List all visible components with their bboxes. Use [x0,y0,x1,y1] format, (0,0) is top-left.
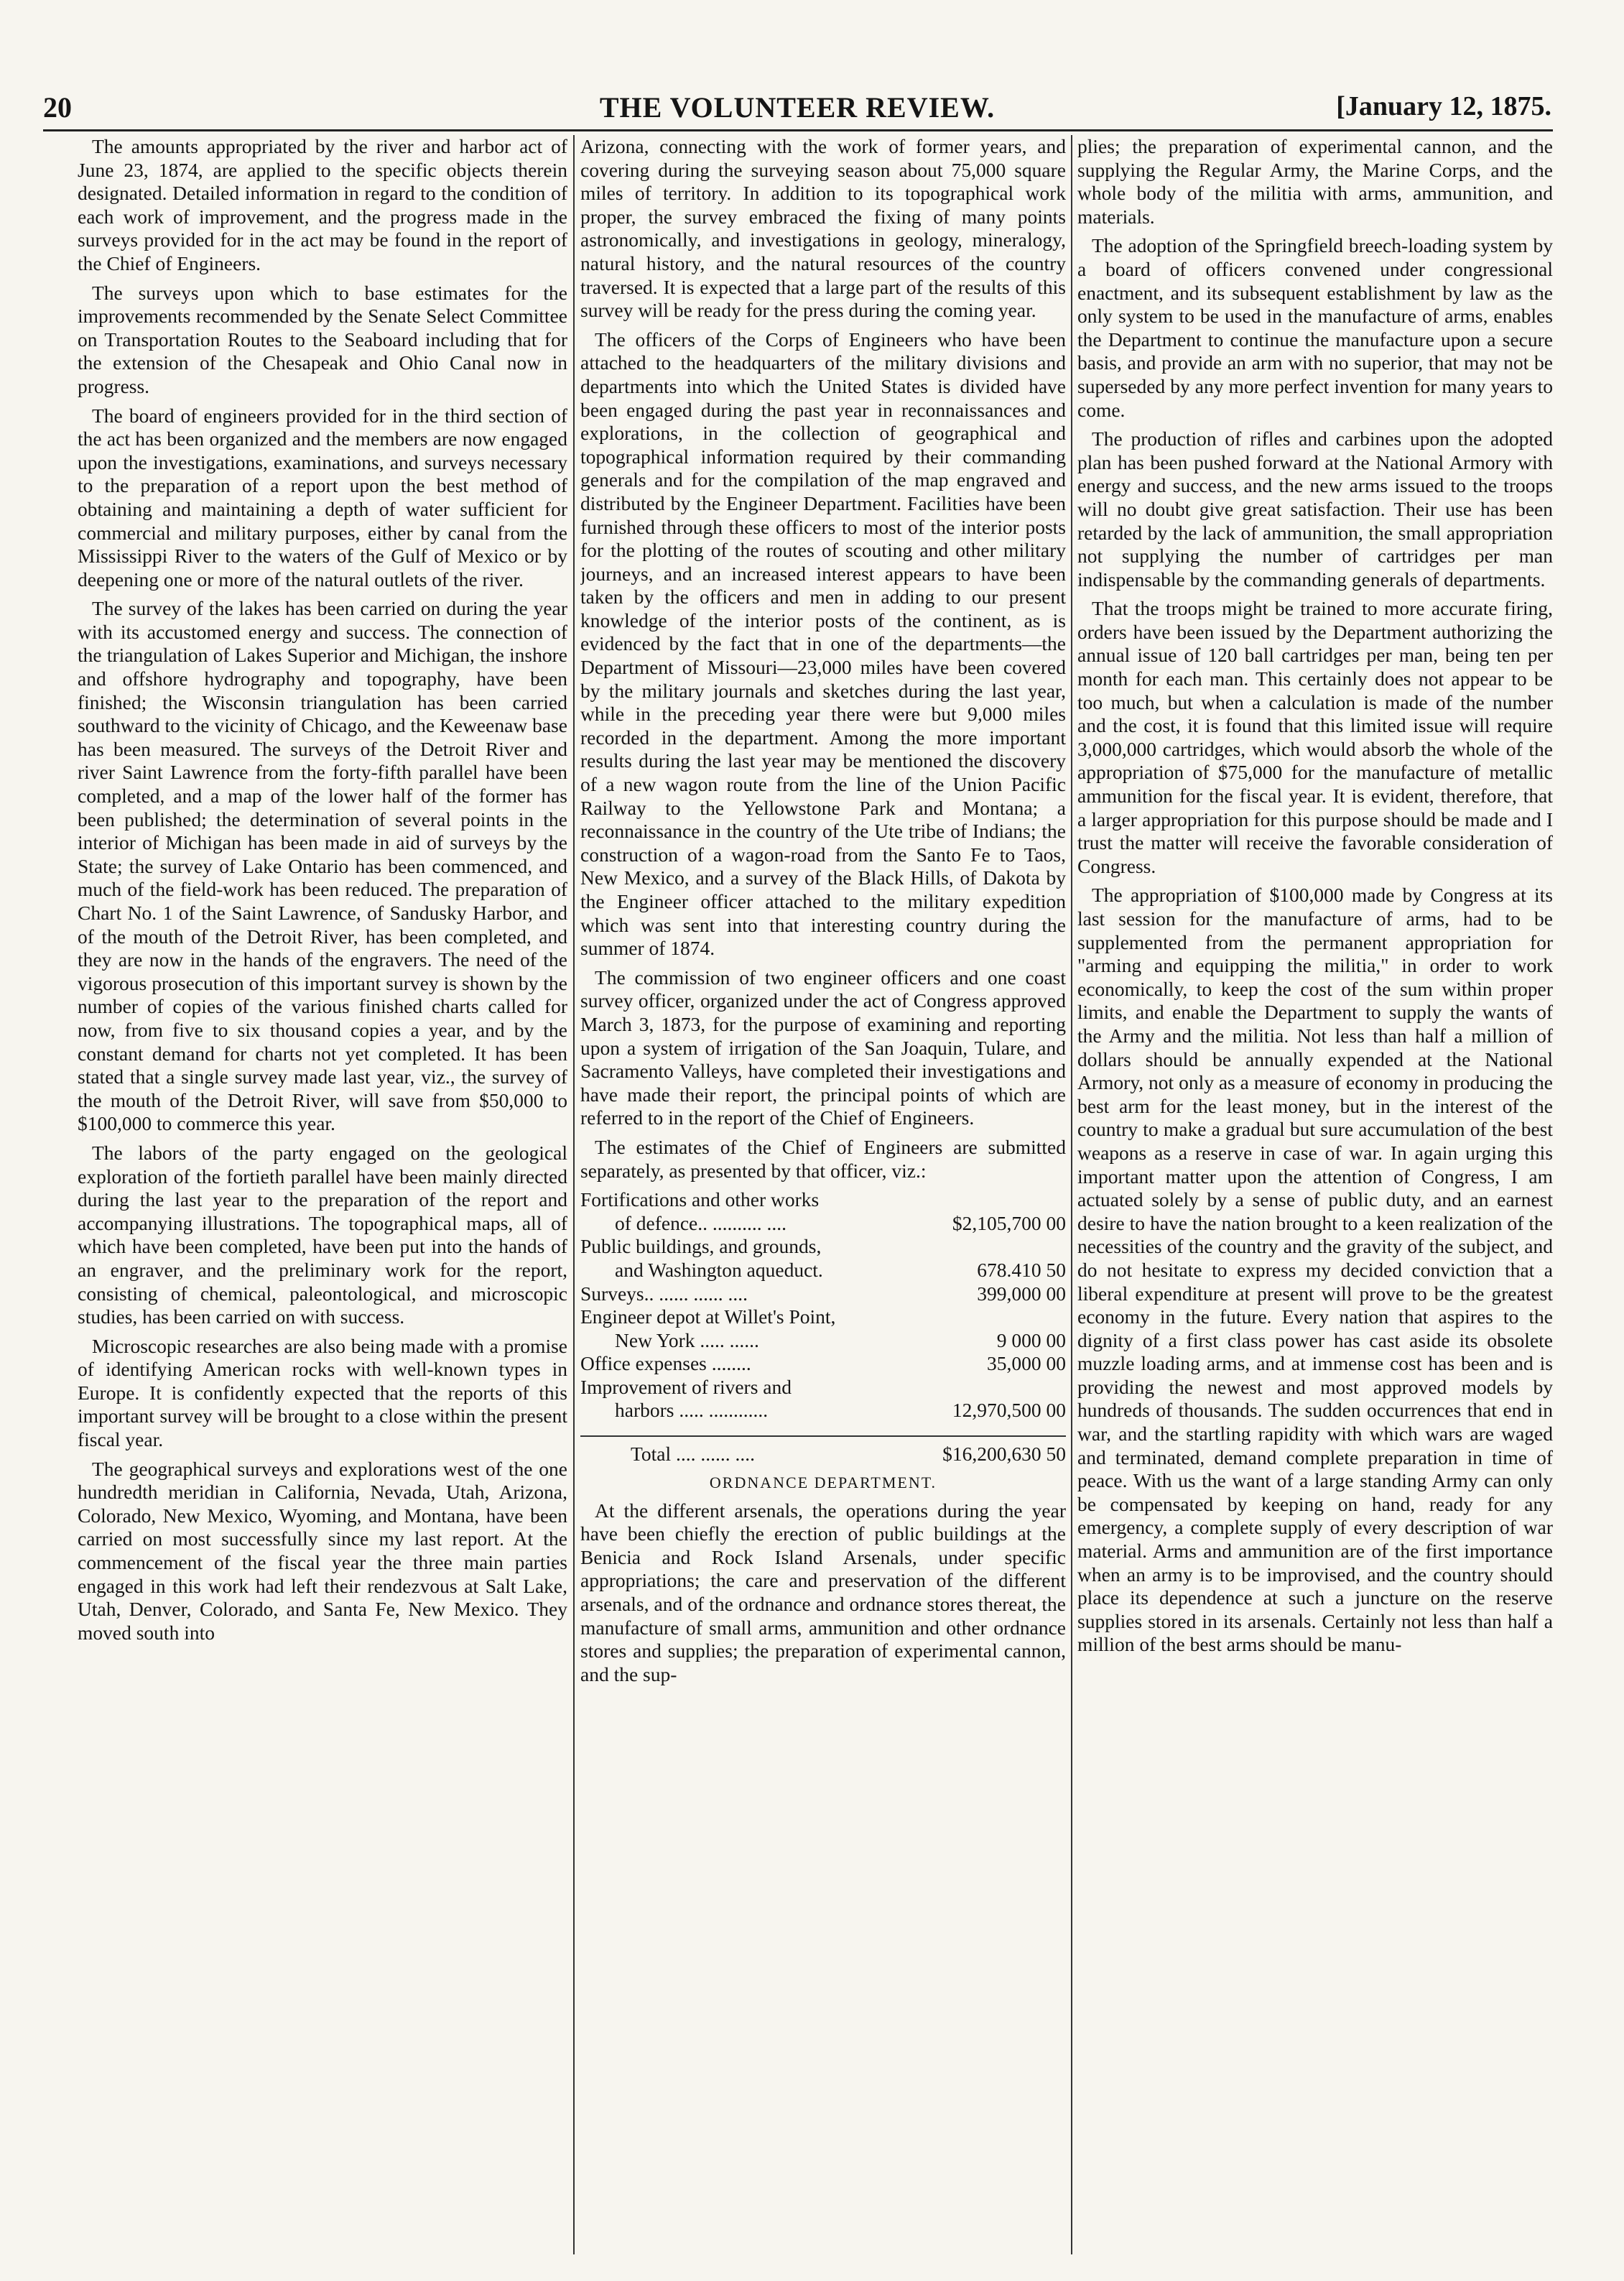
paragraph: At the different arsenals, the operations during the year have been chiefly the erection of public buildings at the Benicia and Rock Island Arsenals, under specific appropriations; the care and preservation of the different arsenals, and of the ordnance and ordnance stores thereat, the manufacture of small arms, ammunition and other ordnance stores and supplies; the preparation of experimental cannon, and the sup- [580,1499,1066,1685]
column-2 [580,135,1066,2254]
estimate-amount: 678.410 50 [977,1258,1066,1281]
estimate-amount: 35,000 00 [987,1352,1066,1375]
total-amount: $16,200,630 50 [942,1443,1066,1466]
estimate-amount: 12,970,500 00 [952,1399,1066,1422]
estimate-total-row [580,1435,1066,1466]
estimate-row [580,1376,1066,1399]
estimate-amount [1060,1376,1066,1399]
estimate-amount: 399,000 00 [977,1282,1066,1305]
paragraph: The estimates of the Chief of Engineers are submitted separately, as presented by that officer, viz.: [580,1135,1066,1182]
column-divider [573,135,575,2254]
column-1 [78,135,567,2254]
header-rule [43,129,1553,131]
paragraph: The officers of the Corps of Engineers who have been attached to the headquarters of the military divisions and departments into which the United States is divided have been engaged during the past year in reconnaissances and explorations, in the collection of geographical and topographical information required by their commanding generals and for the compilation of the map engraved and distributed by the Engineer Department. Facilities have been furnished through these officers to most of the interior posts for the plotting of the routes of scouting and other military journeys, and an increased interest appears to have been taken by the officers and men in adding to our present knowledge of the interior posts of the continent, as is evidenced by the fact that in one of the departments—the Department of Missouri—23,000 miles have been covered by the military journals and sketches during the last year, while in the preceding year there were but 9,000 miles recorded in the department. Among the more important results during the last year may be mentioned the discovery of a new wagon route from the line of the Union Pacific Railway to the Yellowstone Park and Montana; a reconnaissance in the country of the Ute tribe of Indians; the construction of a wagon-road from the Santo Fe to Taos, New Mexico, and a survey of the Black Hills, of Dakota by the Engineer officer attached to the military expedition which was sent into that interesting country during the summer of 1874. [580,328,1066,960]
estimate-label: Surveys.. ...... ...... .... [580,1282,748,1305]
paragraph: That the troops might be trained to more accurate firing, orders have been issued by the Department authorizing the annual issue of 120 ball cartridges per man, being ten per month for each man. This certainly does not appear to be too much, but when a calculation is made of the number and the cost, it is found that this limited issue will require 3,000,000 cartridges, which would absorb the whole of the appropriation of $75,000 for the manufacture of metallic ammunition for the fiscal year. It is evident, therefore, that a larger appropriation for this purpose should be made and I trust the matter will receive the favorable consideration of Congress. [1077,597,1553,877]
estimate-row [580,1282,1066,1306]
estimate-label: Fortifications and other works [580,1188,820,1211]
estimate-label: of defence.. .......... .... [615,1211,787,1234]
estimate-amount [1060,1188,1066,1212]
paragraph: The production of rifles and carbines upon the adopted plan has been pushed forward at the National Armory with energy and success, and the new arms issued to the troops will no doubt give great satisfaction. Their use has been retarded by the lack of ammunition, the small appropriation not supplying the number of cartridges per man indispensable by the commanding generals of departments. [1077,427,1553,591]
paragraph: The commission of two engineer officers and one coast survey officer, organized under the act of Congress approved March 3, 1873, for the purpose of examining and reporting upon a system of irrigation of the San Joaquin, Tulare, and Sacramento Valleys, have completed their investigations and have made their report, the principal points of which are referred to in the report of the Chief of Engineers. [580,966,1066,1129]
estimate-label: Improvement of rivers and [580,1375,792,1398]
estimate-label: Office expenses ........ [580,1352,751,1375]
estimate-amount: $2,105,700 00 [952,1211,1066,1234]
estimate-label: and Washington aqueduct. [615,1258,823,1281]
paragraph: The geographical surveys and explorations west of the one hundredth meridian in California, Nevada, Utah, Arizona, Colorado, New Mexico, Wyoming, and Montana, have been carried on most successfully since my last report. At the commencement of the fiscal year the three main parties engaged in this work had left their rendezvous at Salt Lake, Utah, Denver, Colorado, and Santa Fe, New Mexico. They moved south into [78,1457,567,1644]
total-label: Total .... ...... .... [631,1443,755,1466]
estimate-row [580,1305,1066,1329]
page-header [43,91,1551,125]
section-heading: ORDNANCE DEPARTMENT. [709,1473,937,1491]
estimate-row [580,1259,1066,1282]
paragraph: The amounts appropriated by the river and harbor act of June 23, 1874, are applied to the specific objects therein designated. Detailed information in regard to the condition of each work of improvement, and the progress made in the surveys provided for in the act may be found in the report of the Chief of Engineers. [78,135,567,274]
estimate-label: Engineer depot at Willet's Point, [580,1305,836,1328]
paragraph: Microscopic researches are also being made with a promise of identifying American rocks with well-known types in Europe. It is confidently expected that the reports of this important survey will be brought to a close within the present fiscal year. [78,1334,567,1451]
estimate-label: Public buildings, and grounds, [580,1235,822,1258]
paragraph: The survey of the lakes has been carried on during the year with its accustomed energy and success. The connection of the triangulation of Lakes Superior and Michigan, the inshore and offshore hydrography and topography, have been finished; the Wisconsin triangulation has been carried southward to the vicinity of Chicago, and the Keweenaw base has been measured. The surveys of the Detroit River and river Saint Lawrence from the forty-fifth parallel have been completed, and a map of the lower half of the former has been published; the determination of several points in the interior of Michigan has been made in aid of surveys by the State; the survey of Lake Ontario has been commenced, and much of the field-work has been reduced. The preparation of Chart No. 1 of the Saint Lawrence, of Sandusky Harbor, and of the mouth of the Detroit River, has been completed, and they are now in the hands of the engravers. The need of the vigorous prosecution of this important survey is shown by the number of copies of the various finished charts called for now, from five to six thousand copies a year, and by the constant demand for charts not yet completed. It has been stated that a single survey made last year, viz., the survey of the mouth of the Detroit River, will save from $50,000 to $100,000 to commerce this year. [78,597,567,1135]
paragraph: The appropriation of $100,000 made by Congress at its last session for the manufacture of arms, had to be supplemented from the permanent appropriation for "arming and equipping the militia," in order to work economically, to keep the cost of the sum within proper limits, and enable the Department to supply the wants of the Army and the militia. Not less than half a million of dollars should be annually expended at the National Armory, not only as a measure of economy in producing the best arm for the least money, but in the interest of the country to make a gradual but sure accumulation of the best weapons as a reserve in case of war. In again urging this important matter upon the attention of Congress, I am actuated solely by a sense of public duty, and an earnest desire to have the nation brought to a keen realization of the necessities of the country and the gravity of the subject, and do not hesitate to express my decided conviction that a liberal expenditure at present will prove to be the greatest economy in the future. Every nation that aspires to the dignity of a first class power has cast aside its obsolete muzzle loading arms, and at immense cost has been and is providing the newest and most approved models by hundreds of thousands. The sudden occurrences that end in war, and the startling rapidity with which wars are waged and terminated, demand complete preparation in time of peace. With us the want of a large standing Army can only be compensated by keeping on hand, ready for any emergency, a complete supply of every description of war material. Arms and ammunition are of the first importance when an army is to be improvised, and the country should place its dependence at such a juncture on the reserve supplies stored in its arsenals. Certainly not less than half a million of the best arms should be manu- [1077,884,1553,1656]
estimate-row [580,1399,1066,1422]
estimate-row [580,1329,1066,1353]
paragraph: The labors of the party engaged on the geological exploration of the fortieth parallel have been mainly directed during the last year to the preparation of the report and accompanying illustrations. The topographical maps, all of which have been completed, have been put into the hands of an engraver, and the preliminary work for the report, consisting of chemical, paleontological, and microscopic studies, has been carried on with success. [78,1141,567,1328]
estimate-label: New York ..... ...... [615,1328,759,1351]
issue-date: [January 12, 1875. [1336,91,1551,121]
paragraph: plies; the preparation of experimental cannon, and the supplying the Regular Army, the Marine Corps, and the whole body of the militia with arms, ammunition, and materials. [1077,135,1553,228]
estimate-row [580,1235,1066,1259]
column-3 [1077,135,1553,2254]
estimate-row [580,1212,1066,1236]
estimate-row [580,1352,1066,1376]
estimates-table [580,1188,1066,1466]
column-divider [1071,135,1072,2254]
paragraph: Arizona, connecting with the work of former years, and covering during the surveying season about 75,000 square miles of territory. In addition to its topographical work proper, the survey embraced the fixing of many points astronomically, and investigations in geology, mineralogy, natural history, and the natural resources of the country traversed. It is expected that a large part of the results of this survey will be ready for the press during the coming year. [580,135,1066,322]
paragraph: The surveys upon which to base estimates for the improvements recommended by the Senate Select Committee on Transportation Routes to the Seaboard including that for the extension of the Chesapeak and Ohio Canal now in progress. [78,281,567,397]
paragraph: The adoption of the Springfield breech-loading system by a board of officers convened under congressional enactment, and its subsequent establishment by law as the only system to be used in the manufacture of arms, enables the Department to continue the manufacture upon a secure basis, and provide an arm with no superior, that may not be superseded by any more perfect invention for many years to come. [1077,234,1553,421]
publication-title: THE VOLUNTEER REVIEW. [599,91,996,124]
estimate-row [580,1188,1066,1212]
estimate-amount [1060,1235,1066,1259]
estimate-amount: 9 000 00 [996,1328,1066,1351]
paragraph: The board of engineers provided for in the third section of the act has been organized and the members are now engaged upon the investigations, examinations, and surveys necessary to the preparation of a report upon the best method of obtaining and maintaining a depth of water sufficient for commercial and military purposes, either by canal from the Mississippi River to the waters of the Gulf of Mexico or by deepening one or more of the natural outlets of the river. [78,404,567,591]
estimate-label: harbors ..... ............ [615,1399,769,1422]
page-number: 20 [43,91,72,124]
estimate-amount [1060,1305,1066,1329]
